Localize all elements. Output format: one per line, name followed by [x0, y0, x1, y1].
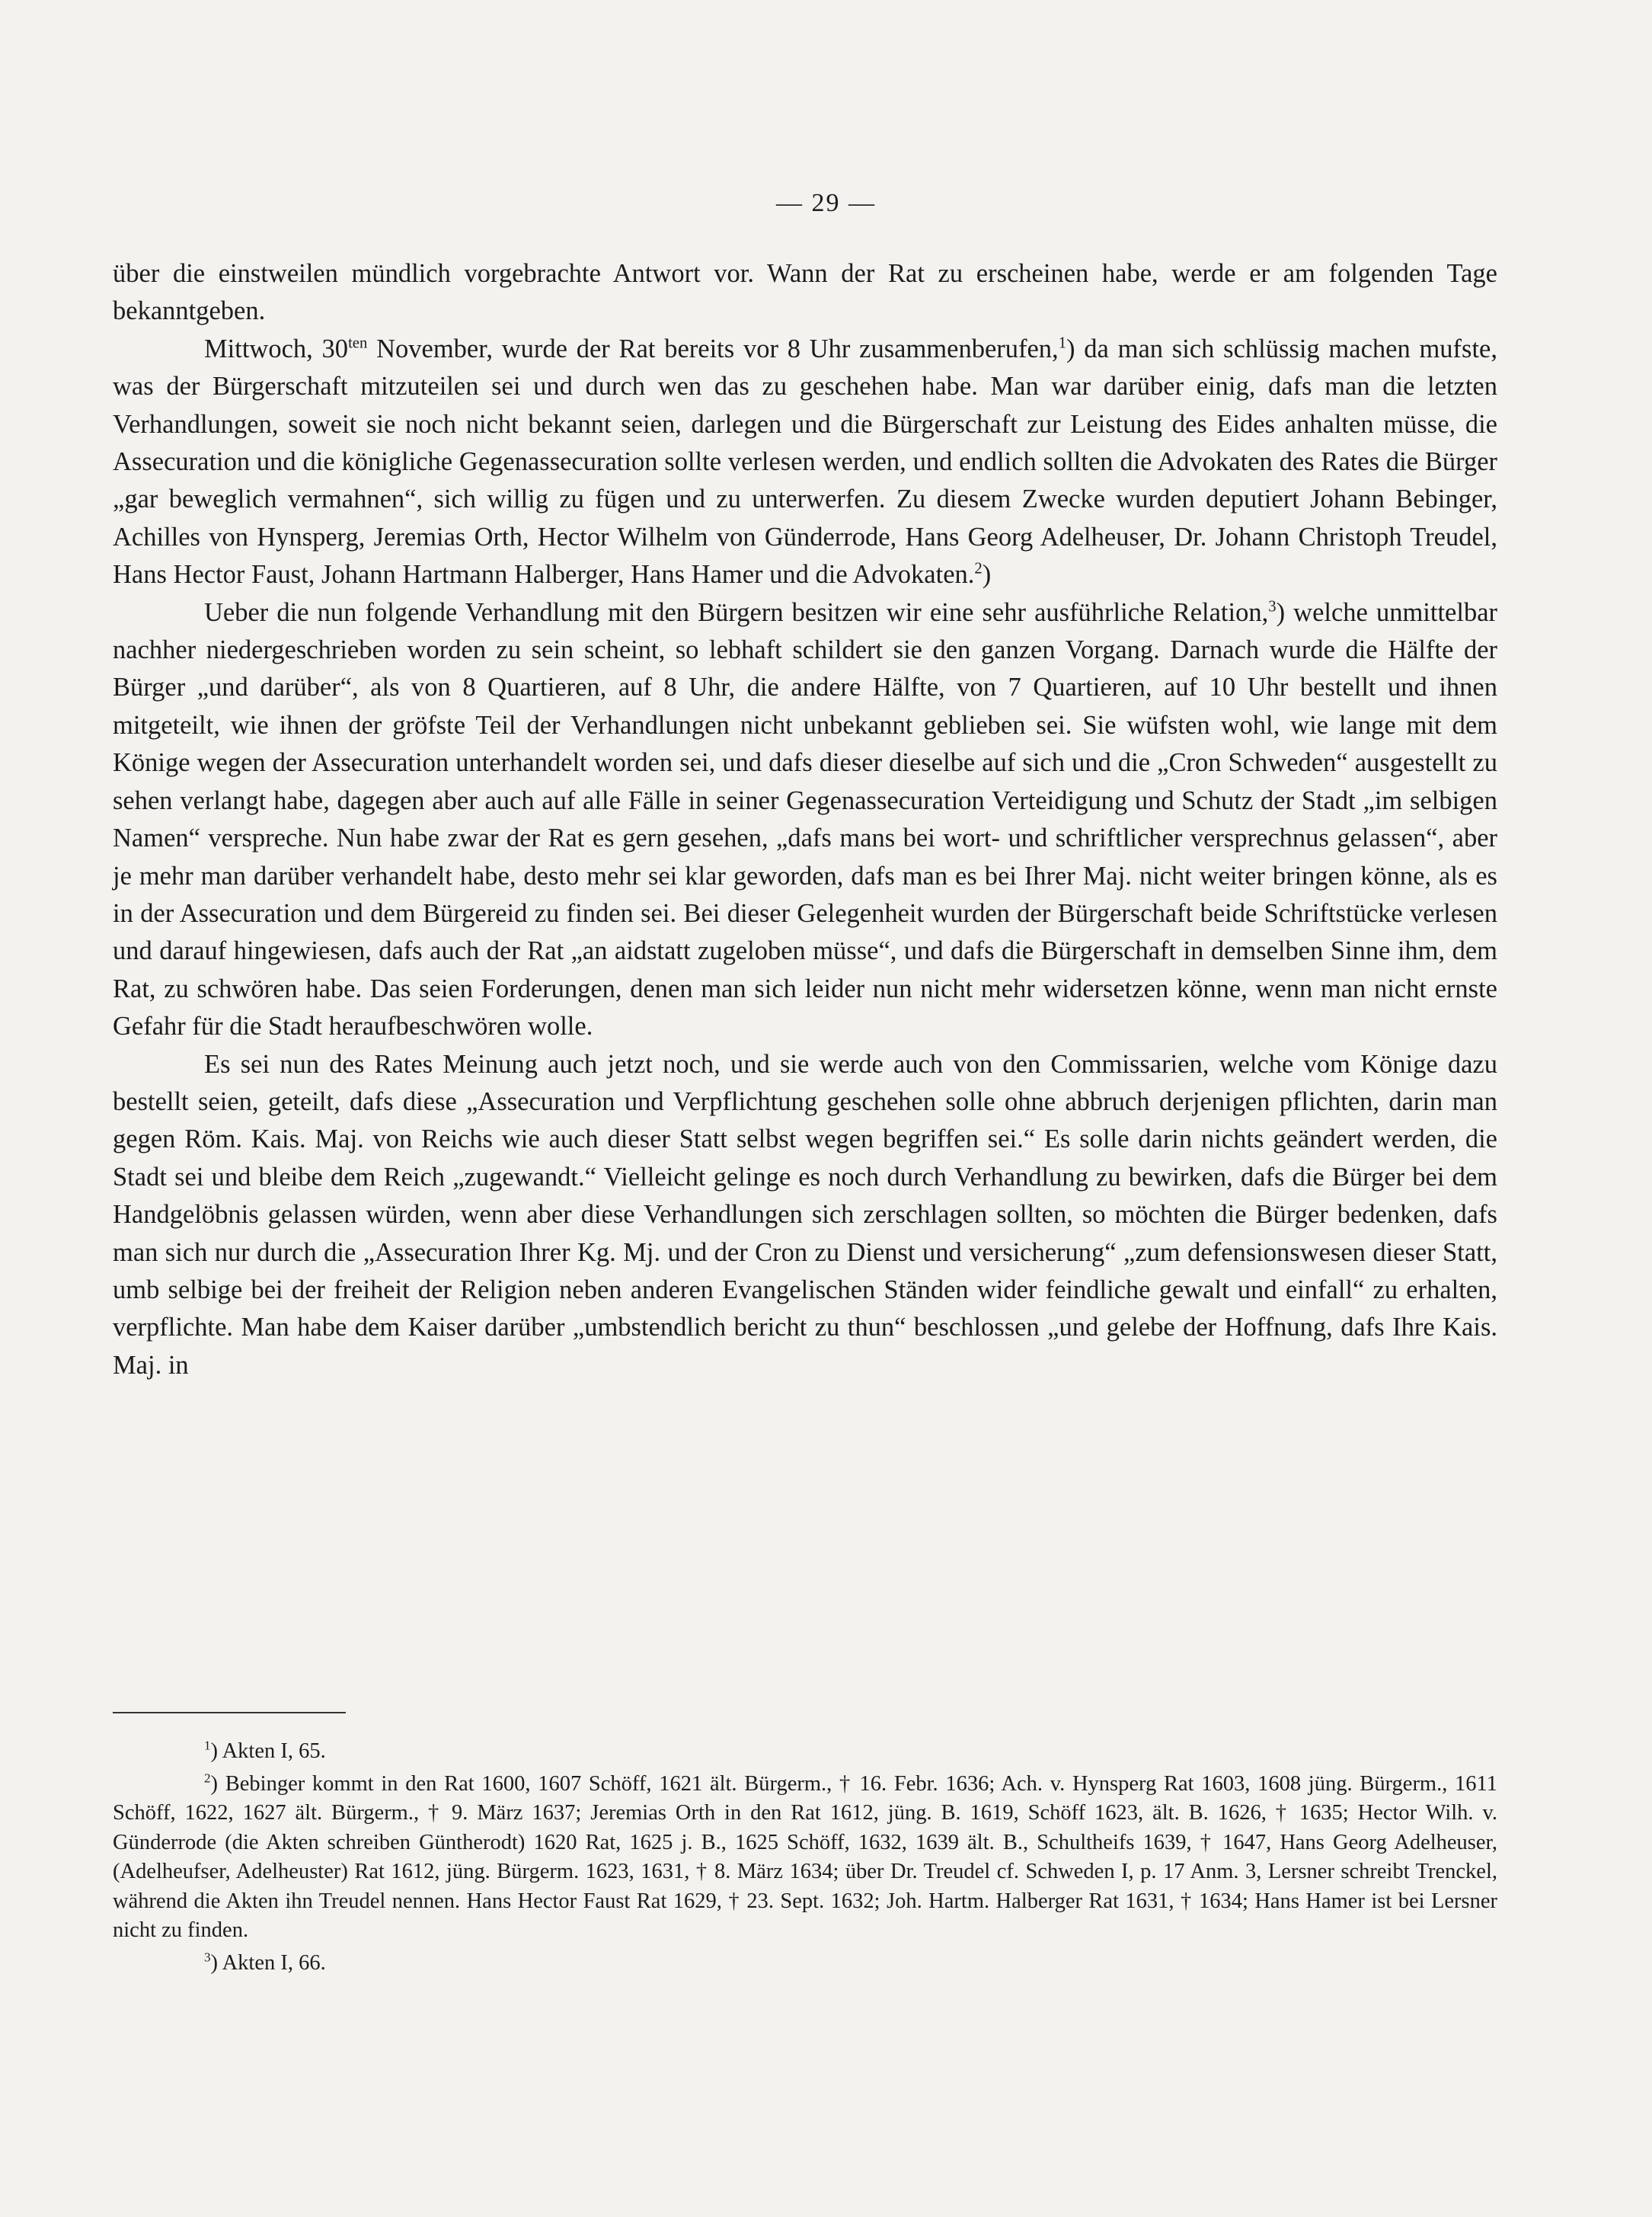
footnote-2-mark: 2 [204, 1771, 211, 1785]
paragraph-3-text-a: Ueber die nun folgende Verhandlung mit den Bürgern besitzen wir eine sehr ausführliche Relation, [204, 597, 1269, 627]
paragraph-2-text-b: November, wurde der Rat bereits vor 8 Uhr zusammenberufen, [367, 334, 1059, 363]
paragraph-2-text-a: Mittwoch, 30 [204, 334, 349, 363]
paragraph-2-text-c: ) da man sich schlüssig machen mufste, was der Bürgerschaft mitzuteilen sei und durch wen das zu geschehen habe. Man war darüber einig, dafs man die letzten Verhandlungen, soweit sie noch nicht bekannt seien, darlegen und die Bürgerschaft zur Leistung des Eides anhalten müsse, die Assecuration und die königliche Gegenassecuration sollte verlesen werden, und endlich sollten die Advokaten des Rates die Bürger „gar beweglich vermahnen“, sich willig zu fügen und zu unterwerfen. Zu diesem Zwecke wurden deputiert Johann Bebinger, Achilles von Hynsperg, Jeremias Orth, Hector Wilhelm von Günderrode, Hans Georg Adelheuser, Dr. Johann Christoph Treudel, Hans Hector Faust, Johann Hartmann Halberger, Hans Hamer und die Advokaten. [113, 334, 1497, 590]
footnote-2-text: ) Bebinger kommt in den Rat 1600, 1607 Schöff, 1621 ält. Bürgerm., † 16. Febr. 1636; Ach. v. Hynsperg Rat 1603, 1608 jüng. Bürgerm., 1611 Schöff, 1622, 1627 ält. Bürgerm., † 9. März 1637; Jeremias Orth in den Rat 1612, jüng. B. 1619, Schöff 1623, ält. B. 1626, † 1635; Hector Wilh. v. Günderrode (die Akten schreiben Güntherodt) 1620 Rat, 1625 j. B., 1625 Schöff, 1632, 1639 ält. B., Schultheifs 1639, † 1647, Hans Georg Adelheuser, (Adelheufser, Adelheuster) Rat 1612, jüng. Bürgerm. 1623, 1631, † 8. März 1634; über Dr. Treudel cf. Schweden I, p. 17 Anm. 3, Lersner schreibt Trenckel, während die Akten ihn Treudel nennen. Hans Hector Faust Rat 1629, † 23. Sept. 1632; Joh. Hartm. Halberger Rat 1631, † 1634; Hans Hamer ist bei Lersner nicht zu finden. [113, 1771, 1497, 1942]
footnotes [113, 1737, 1497, 1981]
paragraph-2-text-d: ) [982, 560, 992, 590]
page-number: — 29 — [776, 189, 876, 217]
paragraph-3-text-b: ) welche unmittelbar nachher niedergeschrieben worden zu sein scheint, so lebhaft schildert sie den ganzen Vorgang. Darnach wurde die Hälfte der Bürger „und darüber“, als von 8 Quartieren, auf 8 Uhr, die andere Hälfte, von 7 Quartieren, auf 10 Uhr bestellt und ihnen mitgeteilt, wie ihnen der gröfste Teil der Verhandlungen nicht unbekannt geblieben sei. Sie wüfsten wohl, wie lange mit dem Könige wegen der Assecuration unterhandelt worden sei, und dafs dieser dieselbe auf sich und die „Cron Schweden“ ausgestellt zu sehen verlangt habe, dagegen aber auch auf alle Fälle in seiner Gegenassecuration Verteidigung und Schutz der Stadt „im selbigen Namen“ verspreche. Nun habe zwar der Rat es gern gesehen, „dafs mans bei wort- und schriftlicher versprechnus gelassen“, aber je mehr man darüber verhandelt habe, desto mehr sei klar geworden, dafs man es bei Ihrer Maj. nicht weiter bringen könne, als es in der Assecuration und dem Bürgereid zu finden sei. Bei dieser Gelegenheit wurden der Bürgerschaft beide Schriftstücke verlesen und darauf hingewiesen, dafs auch der Rat „an aidstatt zugeloben müsse“, und dafs die Bürgerschaft in demselben Sinne ihm, dem Rat, zu schwören habe. Das seien Forderungen, denen man sich leider nun nicht mehr widersetzen könne, wenn man nicht ernste Gefahr für die Stadt heraufbeschwören wolle. [113, 597, 1498, 1041]
superscript-ten: ten [348, 334, 368, 352]
footnote-3-mark: 3 [204, 1950, 211, 1964]
footnote-2 [113, 1770, 1497, 1946]
footnote-1 [113, 1737, 1497, 1767]
footnote-ref-2: 2 [974, 560, 983, 577]
footnote-1-text: ) Akten I, 65. [210, 1739, 326, 1763]
paragraph-1: über die einstweilen mündlich vorgebrachte Antwort vor. Wann der Rat zu erscheinen habe, werde er am folgenden Tage bekanntgeben. [113, 259, 1497, 326]
footnote-3 [113, 1949, 1497, 1979]
paragraph-4: Es sei nun des Rates Meinung auch jetzt noch, und sie werde auch von den Commissarien, welche vom Könige dazu bestellt seien, geteilt, dafs diese „Assecuration und Verpflichtung geschehen solle ohne abbruch derjenigen pflichten, darin man gegen Röm. Kais. Maj. von Reichs wie auch dieser Statt selbst wegen begriffen sei.“ Es solle darin nichts geändert werden, die Stadt sei und bleibe dem Reich „zugewandt.“ Vielleicht gelinge es noch durch Verhandlung zu bewirken, dafs die Bürger bei dem Handgelöbnis gelassen würden, wenn aber diese Verhandlungen sich zerschlagen sollten, so möchten die Bürger bedenken, dafs man sich nur durch die „Assecuration Ihrer Kg. Mj. und der Cron zu Dienst und versicherung“ „zum defensionswesen dieser Statt, umb selbige bei der freiheit der Religion neben anderen Evangelischen Ständen wider feindliche gewalt und einfall“ zu erhalten, verpflichte. Man habe dem Kaiser darüber „umbstendlich bericht zu thun“ beschlossen „und gelebe der Hoffnung, dafs Ihre Kais. Maj. in [113, 1049, 1497, 1380]
footnote-1-mark: 1 [204, 1738, 211, 1753]
paragraph-2 [113, 331, 1497, 594]
paragraph-3 [113, 594, 1497, 1046]
footnote-3-text: ) Akten I, 66. [210, 1950, 326, 1975]
footnote-ref-3: 3 [1268, 598, 1277, 616]
body-text [113, 255, 1497, 1384]
footnote-ref-1: 1 [1058, 334, 1067, 352]
footnote-separator [113, 1712, 346, 1713]
